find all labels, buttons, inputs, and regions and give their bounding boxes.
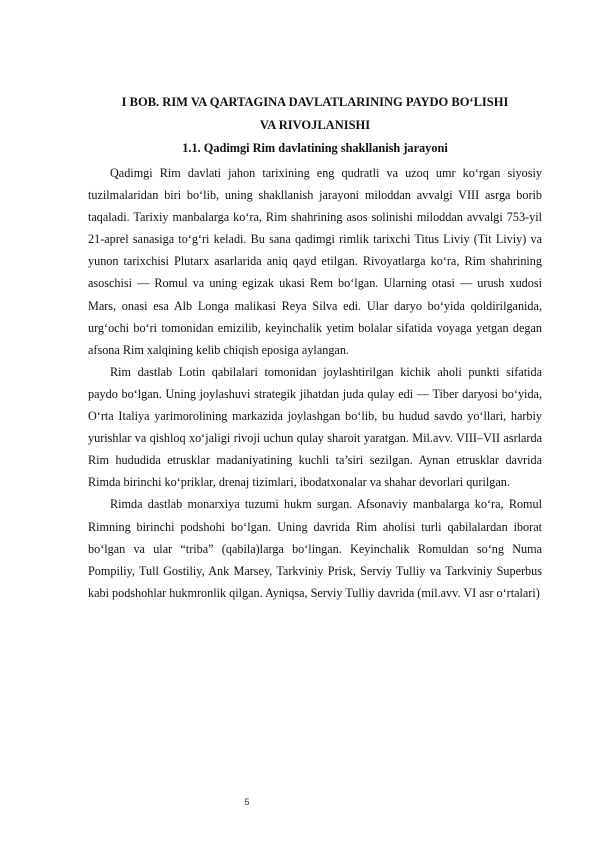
paragraph: Rimda dastlab monarxiya tuzumi hukm surgan. Afsonaviy manbalarga ko‘ra, Romul Rimning birinchi podshohi bo‘lgan. Uning davrida Rim aholisi turli qabilalardan iborat bo‘lgan va ular “triba” (qabila)larga bo‘lingan. Keyinchalik Romuldan so‘ng Numa Pompiliy, Tull Gostiliy, Ank Marsey, Tarkviniy Prisk, Serviy Tulliy va Tarkviniy Superbus kabi podshohlar hukmronlik qilgan. Ayniqsa, Serviy Tulliy davrida (mil.avv. VI asr o‘rtalari) bbox=[88, 497, 542, 600]
chapter-title-line-2: VA RIVOJLANISHI bbox=[259, 118, 371, 132]
paragraph: Rim dastlab Lotin qabilalari tomonidan joylashtirilgan kichik aholi punkti sifatida paydo bo‘lgan. Uning joylashuvi strategik jihatdan juda qulay edi — Tiber daryosi bo‘yida, O‘rta Italiya yarimorolining markazida joylashgan bo‘lib, bu hudud savdo yo‘llari, harbiy yurishlar va qishloq xo‘jaligi rivoji uchun qulay sharoit yaratgan. Mil.avv. VIII–VII asrlarda Rim hududida etrusklar madaniyatining kuchli ta’siri sezilgan. Aynan etrusklar davrida Rimda birinchi ko‘priklar, drenaj tizimlari, ibodatxonalar va shahar devorlari qurilgan. bbox=[88, 364, 542, 490]
body-text bbox=[88, 162, 542, 604]
page-number: 5 bbox=[244, 797, 250, 807]
section-title: 1.1. Qadimgi Rim davlatining shakllanish jarayoni bbox=[182, 141, 448, 155]
chapter-title-line-1: I BOB. RIM VA QARTAGINA DAVLATLARINING PAYDO BO‘LISHI bbox=[121, 95, 509, 109]
paragraph: Qadimgi Rim davlati jahon tarixining eng qudratli va uzoq umr ko‘rgan siyosiy tuzilmalaridan biri bo‘lib, uning shakllanish jarayoni miloddan avvalgi VIII asrga borib taqaladi. Tarixiy manbalarga ko‘ra, Rim shahrining asos solinishi miloddan avvalgi 753-yil 21-aprel sanasiga to‘g‘ri keladi. Bu sana qadimgi rimlik tarixchi Titus Liviy (Tit Liviy) va yunon tarixchisi Plutarx asarlarida aniq qayd etilgan. Rivoyatlarga ko‘ra, Rim shahrining asoschisi — Romul va uning egizak ukasi Rem bo‘lgan. Ularning otasi — urush xudosi Mars, onasi esa Alb Longa malikasi Reya Silva edi. Ular daryo bo‘yida qoldirilganida, urg‘ochi bo‘ri tomonidan emizilib, keyinchalik yetim bolalar sifatida voyaga yetgan degan afsona Rim xalqining kelib chiqish eposiga aylangan. bbox=[88, 166, 542, 357]
